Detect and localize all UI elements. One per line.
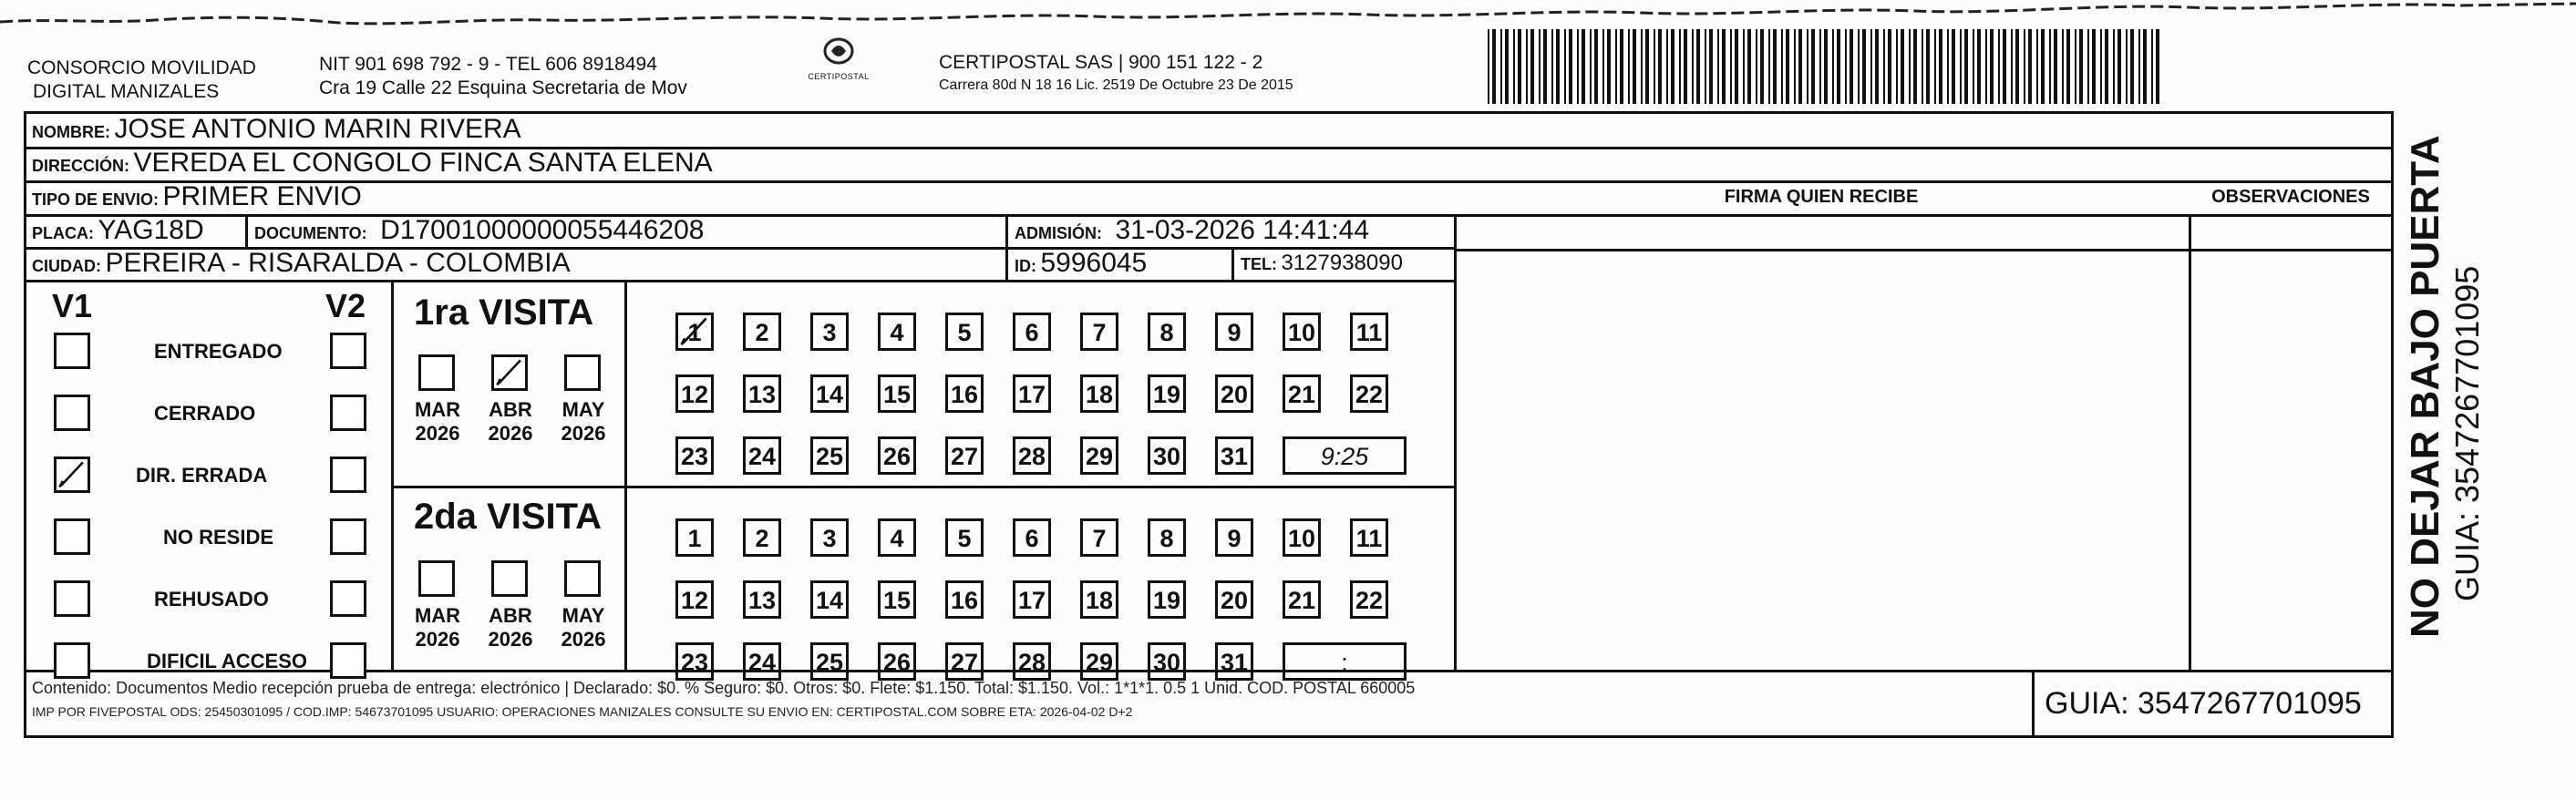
v1-label: V1 <box>52 287 93 324</box>
day-box[interactable]: 27 <box>945 436 984 475</box>
barcode-bar <box>2049 29 2051 104</box>
day-box[interactable]: 4 <box>878 518 916 557</box>
day-box[interactable]: 6 <box>1013 518 1051 557</box>
tel-row <box>1241 248 1403 282</box>
barcode-bar <box>1543 29 1547 104</box>
col-divider <box>1005 247 1008 280</box>
day-box[interactable]: 6 <box>1013 313 1051 351</box>
barcode-bar <box>1696 29 1700 104</box>
day-box[interactable]: 26 <box>878 436 916 475</box>
barcode-bar <box>1964 29 1968 104</box>
month-label <box>406 398 469 446</box>
firma-header <box>1454 181 2189 214</box>
month-name: MAY <box>562 398 605 421</box>
status-option-label: CERRADO <box>154 402 256 425</box>
barcode-bar <box>1990 29 1994 104</box>
day-box[interactable]: 25 <box>810 642 849 681</box>
month-checkbox[interactable] <box>418 354 455 391</box>
placa-label: PLACA: <box>32 224 94 242</box>
col-divider <box>2189 214 2191 670</box>
nit-line1: NIT 901 698 792 - 9 - TEL 606 8918494 <box>319 54 657 75</box>
barcode-bar <box>1582 29 1585 104</box>
ciudad-label: CIUDAD: <box>32 257 101 275</box>
barcode-bar <box>2028 29 2032 104</box>
admision-row <box>1015 215 1369 251</box>
col-divider <box>1005 214 1008 247</box>
day-box[interactable]: 5 <box>945 313 984 351</box>
day-box[interactable]: 28 <box>1013 436 1051 475</box>
barcode-bar <box>1530 29 1534 104</box>
day-box[interactable]: 16 <box>945 374 984 413</box>
barcode-bar <box>1760 29 1764 104</box>
certipostal-line1: CERTIPOSTAL SAS | 900 151 122 - 2 <box>939 52 1263 73</box>
day-box[interactable]: 31 <box>1215 436 1253 475</box>
barcode-bar <box>1730 29 1732 104</box>
side-warning <box>2403 128 2487 638</box>
barcode-bar <box>1645 29 1649 104</box>
nombre-label: NOMBRE: <box>32 123 110 141</box>
day-box[interactable]: 7 <box>1080 313 1118 351</box>
barcode-bar <box>1883 29 1885 104</box>
v2-label: V2 <box>325 287 366 324</box>
day-box[interactable]: 13 <box>743 374 781 413</box>
month-label <box>479 398 542 446</box>
day-box[interactable]: 17 <box>1013 374 1051 413</box>
footer-divider <box>26 670 2391 672</box>
barcode-bar <box>2054 29 2057 104</box>
month-label <box>551 398 615 446</box>
direccion-label: DIRECCIÓN: <box>32 157 129 175</box>
barcode-bar <box>1870 29 1872 104</box>
row-divider <box>391 486 1456 488</box>
month-checkbox[interactable] <box>418 560 455 597</box>
barcode-bar <box>2036 29 2038 104</box>
barcode-bar <box>1500 29 1502 104</box>
month-checkbox[interactable] <box>491 560 528 597</box>
barcode-bar <box>1934 29 1936 104</box>
barcode-bar <box>1985 29 1987 104</box>
barcode-bar <box>2117 29 2121 104</box>
day-box[interactable]: 9 <box>1215 313 1253 351</box>
status-option-label: REHUSADO <box>154 588 269 610</box>
col-divider <box>624 280 627 670</box>
tel-value: 3127938090 <box>1281 251 1403 275</box>
barcode-bar <box>1756 29 1757 104</box>
barcode-bar <box>1768 29 1770 104</box>
v2-checkbox[interactable] <box>330 642 366 679</box>
status-option-label: DIR. ERRADA <box>136 464 268 487</box>
day-box[interactable]: 15 <box>878 374 916 413</box>
day-box[interactable]: 3 <box>810 518 849 557</box>
tipo-row <box>32 181 362 217</box>
day-box[interactable]: 26 <box>878 642 916 681</box>
month-name: MAR <box>414 398 461 421</box>
barcode-bar <box>1505 29 1509 104</box>
company-nit <box>319 53 687 100</box>
day-box[interactable]: 23 <box>675 642 714 681</box>
barcode-bar <box>1615 29 1617 104</box>
barcode-bar <box>1551 29 1553 104</box>
day-box[interactable]: 15 <box>878 580 916 619</box>
month-label <box>551 604 615 651</box>
torn-edge <box>0 0 2576 27</box>
barcode-bar <box>1939 29 1942 104</box>
barcode-bar <box>1926 29 1930 104</box>
barcode-bar <box>1794 29 1796 104</box>
second-visit-title: 2da VISITA <box>414 497 602 537</box>
time-box[interactable]: : <box>1283 642 1406 681</box>
barcode-bar <box>1513 29 1515 104</box>
barcode-bar <box>1786 29 1789 104</box>
day-box[interactable]: 13 <box>743 580 781 619</box>
barcode-bar <box>2092 29 2096 104</box>
id-label: ID: <box>1015 257 1036 275</box>
tipo-value: PRIMER ENVIO <box>162 181 362 211</box>
barcode-bar <box>1922 29 1923 104</box>
day-box[interactable]: 22 <box>1350 374 1388 413</box>
barcode-bar <box>1896 29 1898 104</box>
day-box[interactable]: 27 <box>945 642 984 681</box>
barcode-bar <box>1909 29 1911 104</box>
documento-value: D17001000000055446208 <box>380 215 705 245</box>
barcode-bar <box>1569 29 1572 104</box>
day-box[interactable]: 24 <box>743 436 781 475</box>
day-box[interactable]: 1 <box>675 313 714 351</box>
barcode-bar <box>1666 29 1668 104</box>
company-line1: CONSORCIO MOVILIDAD <box>27 57 256 78</box>
day-box[interactable]: 17 <box>1013 580 1051 619</box>
barcode-bar <box>1722 29 1726 104</box>
certipostal-logo-icon <box>822 35 855 67</box>
day-box[interactable]: 9 <box>1215 518 1253 557</box>
barcode-bar <box>2062 29 2064 104</box>
v2-checkbox[interactable] <box>330 333 366 369</box>
month-year: 2026 <box>561 422 606 445</box>
side-warning-text: NO DEJAR BAJO PUERTA <box>2403 135 2447 638</box>
barcode-bar <box>2156 29 2159 104</box>
observaciones-label: OBSERVACIONES <box>2211 187 2370 207</box>
month-year: 2026 <box>415 422 460 445</box>
month-checkbox[interactable] <box>564 560 601 597</box>
day-box[interactable]: 19 <box>1148 580 1186 619</box>
nombre-value: JOSE ANTONIO MARIN RIVERA <box>114 114 521 144</box>
ciudad-value: PEREIRA - RISARALDA - COLOMBIA <box>105 248 571 278</box>
month-name: MAR <box>414 604 461 627</box>
day-box[interactable]: 11 <box>1350 313 1388 351</box>
barcode-bar <box>1973 29 1974 104</box>
barcode-bar <box>2075 29 2076 104</box>
row-divider <box>1454 249 2393 251</box>
barcode-bar <box>2087 29 2089 104</box>
barcode-bar <box>1492 29 1496 104</box>
admision-label: ADMISIÓN: <box>1015 224 1102 242</box>
barcode-bar <box>2003 29 2006 104</box>
barcode-bar <box>1747 29 1751 104</box>
barcode-bar <box>1518 29 1521 104</box>
documento-row <box>254 215 704 251</box>
nit-line2: Cra 19 Calle 22 Esquina Secretaria de Mov <box>319 77 687 98</box>
day-box[interactable]: 31 <box>1215 642 1253 681</box>
barcode-bar <box>2015 29 2019 104</box>
v1-checkbox[interactable] <box>54 642 90 679</box>
barcode-bar <box>1628 29 1630 104</box>
guia-box: GUIA: 3547267701095 <box>2045 686 2362 721</box>
v2-checkbox[interactable] <box>330 580 366 617</box>
direccion-row <box>32 148 713 183</box>
barcode-bar <box>1556 29 1560 104</box>
month-checkbox[interactable] <box>491 354 528 391</box>
barcode-bar <box>1539 29 1540 104</box>
status-option-label: DIFICIL ACCESO <box>147 650 308 672</box>
month-name: ABR <box>489 398 532 421</box>
barcode-bar <box>1960 29 1962 104</box>
month-name: MAY <box>562 604 605 627</box>
barcode-bar <box>1845 29 1847 104</box>
day-box[interactable]: 14 <box>810 374 849 413</box>
barcode-bar <box>1888 29 1891 104</box>
col-divider <box>1454 214 1457 670</box>
day-box[interactable]: 5 <box>945 518 984 557</box>
day-box[interactable]: 18 <box>1080 374 1118 413</box>
day-box[interactable]: 8 <box>1148 313 1186 351</box>
documento-label: DOCUMENTO: <box>254 224 367 242</box>
barcode-bar <box>1913 29 1917 104</box>
day-box[interactable]: 2 <box>743 518 781 557</box>
barcode-bar <box>1952 29 1955 104</box>
barcode-bar <box>1607 29 1611 104</box>
barcode-bar <box>1717 29 1719 104</box>
barcode-bar <box>1781 29 1783 104</box>
barcode-bar <box>2024 29 2025 104</box>
direccion-value: VEREDA EL CONGOLO FINCA SANTA ELENA <box>133 148 713 178</box>
side-guia-text: GUIA: 3547267701095 <box>2448 265 2486 601</box>
barcode-bar <box>1998 29 2000 104</box>
barcode-bar <box>2130 29 2134 104</box>
barcode-bar <box>1862 29 1866 104</box>
admision-value: 31-03-2026 14:41:44 <box>1115 215 1370 245</box>
barcode-bar <box>1488 29 1489 104</box>
day-box[interactable]: 10 <box>1283 313 1321 351</box>
barcode-bar <box>1798 29 1802 104</box>
id-row <box>1015 248 1147 283</box>
day-box[interactable]: 21 <box>1283 580 1321 619</box>
barcode-bar <box>2100 29 2102 104</box>
day-box[interactable]: 25 <box>810 436 849 475</box>
barcode-bar <box>2151 29 2153 104</box>
barcode-bar <box>2126 29 2128 104</box>
day-box[interactable]: 29 <box>1080 436 1118 475</box>
barcode-bar <box>1633 29 1636 104</box>
barcode-bar <box>2066 29 2070 104</box>
status-option-label: ENTREGADO <box>154 340 283 363</box>
day-box[interactable]: 1 <box>675 518 714 557</box>
day-box[interactable]: 23 <box>675 436 714 475</box>
barcode-bar <box>1947 29 1949 104</box>
barcode <box>1488 29 2168 104</box>
barcode-bar <box>1773 29 1777 104</box>
tel-label: TEL: <box>1241 255 1277 273</box>
barcode-bar <box>2113 29 2115 104</box>
barcode-bar <box>1658 29 1662 104</box>
v1-checkbox[interactable] <box>54 456 90 493</box>
v1-checkbox[interactable] <box>54 333 90 369</box>
barcode-bar <box>1875 29 1879 104</box>
day-box[interactable]: 11 <box>1350 518 1388 557</box>
day-box[interactable]: 28 <box>1013 642 1051 681</box>
footer-imp: IMP POR FIVEPOSTAL ODS: 25450301095 / COD.IMP: 54673701095 USUARIO: OPERACIONES MANIZALES CONSULTE SU ENVIO EN: CERTIPOSTAL.COM SOBRE ETA: 2026-04-02 D+2 <box>32 704 1133 719</box>
day-box[interactable]: 14 <box>810 580 849 619</box>
barcode-bar <box>1819 29 1821 104</box>
col-divider <box>245 214 248 247</box>
barcode-bar <box>1977 29 1981 104</box>
barcode-bar <box>2079 29 2083 104</box>
barcode-bar <box>1692 29 1694 104</box>
month-year: 2026 <box>561 628 606 651</box>
barcode-bar <box>2143 29 2147 104</box>
certipostal-info <box>939 51 1293 97</box>
company-name <box>27 56 256 104</box>
certipostal-logo <box>804 35 873 81</box>
v2-checkbox[interactable] <box>330 518 366 555</box>
barcode-bar <box>1671 29 1674 104</box>
barcode-bar <box>1620 29 1623 104</box>
month-year: 2026 <box>415 628 460 651</box>
month-year: 2026 <box>488 628 533 651</box>
barcode-bar <box>1564 29 1566 104</box>
month-name: ABR <box>489 604 532 627</box>
month-year: 2026 <box>488 422 533 445</box>
barcode-bar <box>2011 29 2013 104</box>
barcode-bar <box>2105 29 2108 104</box>
day-box[interactable]: 7 <box>1080 518 1118 557</box>
day-box[interactable]: 30 <box>1148 642 1186 681</box>
day-box[interactable]: 8 <box>1148 518 1186 557</box>
day-box[interactable]: 12 <box>675 374 714 413</box>
v1-checkbox[interactable] <box>54 518 90 555</box>
day-box[interactable]: 16 <box>945 580 984 619</box>
day-box[interactable]: 12 <box>675 580 714 619</box>
time-box[interactable]: 9:25 <box>1283 436 1406 475</box>
barcode-bar <box>2138 29 2140 104</box>
month-label <box>479 604 542 651</box>
day-box[interactable]: 18 <box>1080 580 1118 619</box>
barcode-bar <box>1590 29 1592 104</box>
day-box[interactable]: 22 <box>1350 580 1388 619</box>
status-option-label: NO RESIDE <box>163 526 274 549</box>
observaciones-header <box>2190 181 2391 214</box>
v2-checkbox[interactable] <box>330 395 366 431</box>
barcode-bar <box>1811 29 1815 104</box>
placa-row <box>32 215 204 251</box>
certipostal-line2: Carrera 80d N 18 16 Lic. 2519 De Octubre 23 De 2015 <box>939 77 1293 93</box>
barcode-bar <box>1684 29 1687 104</box>
barcode-bar <box>1602 29 1604 104</box>
barcode-bar <box>1858 29 1860 104</box>
barcode-bar <box>2041 29 2045 104</box>
delivery-form <box>24 111 2394 738</box>
barcode-bar <box>1850 29 1853 104</box>
month-label <box>406 604 469 651</box>
barcode-bar <box>1743 29 1745 104</box>
barcode-bar <box>1594 29 1598 104</box>
barcode-bar <box>1679 29 1681 104</box>
barcode-bar <box>1735 29 1738 104</box>
col-divider <box>391 280 394 670</box>
footer-contenido: Contenido: Documentos Medio recepción prueba de entrega: electrónico | Declarado: $0. % Seguro: $0. Otros: $0. Flete: $1.150. Total: $1.150. Vol.: 1*1*1. 0.5 1 Unid. COD. POSTAL 660005 <box>32 679 1416 697</box>
day-box[interactable]: 3 <box>810 313 849 351</box>
day-box[interactable]: 29 <box>1080 642 1118 681</box>
day-box[interactable]: 2 <box>743 313 781 351</box>
barcode-bar <box>1526 29 1528 104</box>
barcode-bar <box>1901 29 1904 104</box>
col-divider <box>1231 247 1234 280</box>
month-checkbox[interactable] <box>564 354 601 391</box>
logo-text: CERTIPOSTAL <box>808 72 870 81</box>
day-box[interactable]: 30 <box>1148 436 1186 475</box>
v1-checkbox[interactable] <box>54 395 90 431</box>
barcode-bar <box>1837 29 1840 104</box>
col-divider <box>2032 670 2035 735</box>
v1-checkbox[interactable] <box>54 580 90 617</box>
company-line2: DIGITAL MANIZALES <box>33 81 220 102</box>
tipo-label: TIPO DE ENVIO: <box>32 190 160 209</box>
day-box[interactable]: 20 <box>1215 580 1253 619</box>
barcode-bar <box>1577 29 1579 104</box>
day-box[interactable]: 21 <box>1283 374 1321 413</box>
barcode-bar <box>1824 29 1828 104</box>
day-box[interactable]: 20 <box>1215 374 1253 413</box>
barcode-bar <box>1641 29 1643 104</box>
day-box[interactable]: 10 <box>1283 518 1321 557</box>
placa-value: YAG18D <box>98 215 204 245</box>
barcode-bar <box>1709 29 1713 104</box>
barcode-bar <box>1832 29 1834 104</box>
barcode-bar <box>1654 29 1655 104</box>
barcode-bar <box>1807 29 1808 104</box>
ciudad-row <box>32 248 571 283</box>
day-box[interactable]: 19 <box>1148 374 1186 413</box>
firma-label: FIRMA QUIEN RECIBE <box>1724 187 1919 207</box>
day-box[interactable]: 24 <box>743 642 781 681</box>
v2-checkbox[interactable] <box>330 456 366 493</box>
first-visit-title: 1ra VISITA <box>414 292 594 333</box>
day-box[interactable]: 4 <box>878 313 916 351</box>
id-value: 5996045 <box>1040 248 1148 278</box>
barcode-bar <box>1705 29 1706 104</box>
nombre-row <box>32 114 521 149</box>
